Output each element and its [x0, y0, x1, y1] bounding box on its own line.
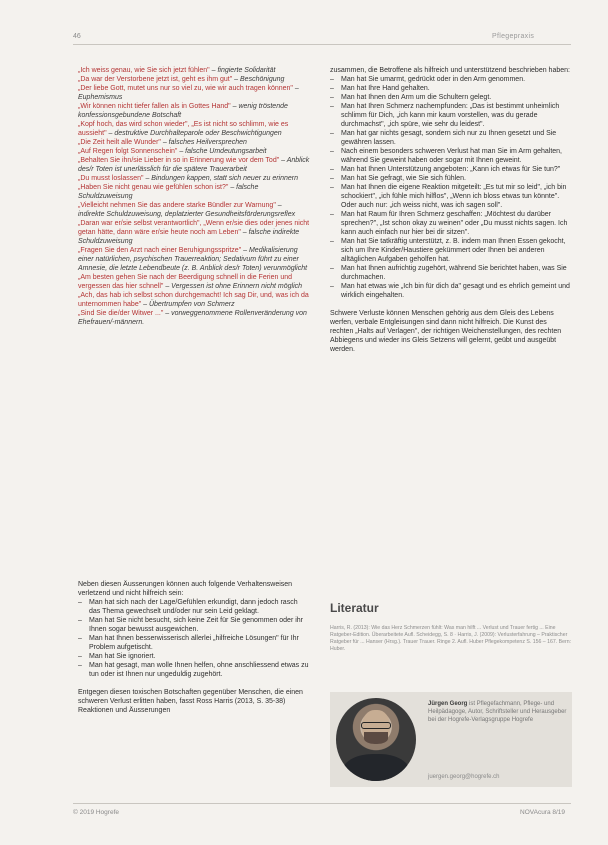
- reactions-intro: zusammen, die Betroffene als hilfreich und unterstützend beschrieben haben:: [330, 67, 570, 74]
- quote-text: „Sind Sie die/der Witwer ...": [78, 310, 164, 317]
- quote-item: [78, 174, 310, 183]
- quote-text: „Haben Sie nicht genau wie gefühlen schon ist?": [78, 184, 229, 191]
- list-item: – Man hat Ihnen die eigene Reaktion mitgeteilt: „Es tut mir so leid", „ich bin schockiert", „ich fühle mich hilflos", „Wenn ich bloss etwas tun könnte". Oder auch nur: „ich weiss nicht, was ich sagen soll".: [330, 183, 572, 210]
- quote-comment: – falsche Umdeutungsarbeit: [177, 148, 267, 155]
- quote-item: [78, 120, 310, 138]
- list-item: – Man hat Sie nicht besucht, sich keine Zeit für Sie genommen oder ihr Ihnen sogar bewusst ausgewichen.: [78, 616, 310, 634]
- quote-comment: – wenig tröstende konfessionsgebundene Botschaft: [78, 103, 288, 119]
- quote-item: [78, 309, 310, 327]
- author-bio: [428, 700, 568, 724]
- quote-item: [78, 156, 310, 174]
- literature-heading: Literatur: [330, 601, 379, 615]
- reactions-list: [330, 75, 572, 300]
- behaviors-list: [78, 598, 310, 679]
- list-item: – Man hat Raum für Ihren Schmerz geschaffen: „Möchtest du darüber sprechen?", „Ist schon okay zu weinen" oder „Du musst nichts sagen. Ich kann auch einfach nur hier bei dir sitzen".: [330, 210, 572, 237]
- quote-text: „Am besten gehen Sie nach der Beerdigung schnell in die Ferien und vergessen das hier schnell": [78, 274, 293, 290]
- quote-text: „Ach, das hab ich selbst schon durchgemacht! Ich sag Dir, und, was ich da unternommen habe": [78, 292, 309, 308]
- quote-comment: – Vergessen ist ohne Erinnern nicht möglich: [163, 283, 303, 290]
- quote-text: „Vielleicht nehmen Sie das andere starke Bündler zur Warnung": [78, 202, 276, 209]
- quote-comment: – fingierte Solidarität: [209, 67, 276, 74]
- list-item: – Man hat Ihnen besserwisserisch allerlei „hilfreiche Lösungen" für Ihr Problem aufgetischt.: [78, 634, 310, 652]
- author-email[interactable]: juergen.georg@hogrefe.ch: [428, 774, 500, 780]
- list-item: – Man hat Sie gefragt, wie Sie sich fühlen.: [330, 174, 572, 183]
- quote-text: „Da war der Verstorbene jetzt ist, geht es ihm gut": [78, 76, 233, 83]
- quote-comment: – falsches Heilversprechen: [160, 139, 247, 146]
- reactions-closing: Schwere Verluste können Menschen gehörig aus dem Gleis des Lebens werfen, verbale Entgleisungen sind dann nicht hilfreich. Die Kunst des rechten „Halts auf Verlagen", der richtigen Weichenstellungen, des rechten Abbiegens und wieder ins Gleis Setzens will gelernt, geübt und ausgeübt werden.: [330, 310, 562, 353]
- quote-item: [78, 102, 310, 120]
- quote-comment: – Euphemismus: [78, 85, 299, 101]
- list-item: – Man hat Sie umarmt, gedrückt oder in den Arm genommen.: [330, 75, 572, 84]
- avatar: [336, 698, 416, 781]
- list-item: – Man hat Ihre Hand gehalten.: [330, 84, 572, 93]
- quote-text: „Daran war er/sie selbst verantwortlich", „Wenn er/sie dies oder jenes nicht getan hätte, dann wäre er/sie heute noch am Leben": [78, 220, 310, 236]
- quote-comment: – Anblick des/r Toten ist unerlässlich für die spätere Trauerarbeit: [78, 157, 310, 173]
- header-rule: [73, 44, 571, 45]
- quote-item: [78, 75, 310, 84]
- list-item: – Man hat Sie tatkräftig unterstützt, z. B. indem man Ihnen Essen gekocht, sich um Ihre Kinder/Haustiere gekümmert oder Ihnen bei anderen alltäglichen Aufgaben geholfen hat.: [330, 237, 572, 264]
- quote-text: „Du musst loslassen": [78, 175, 144, 182]
- footer-issue: NOVAcura 8/19: [520, 809, 566, 816]
- harmful-behaviors: [78, 580, 310, 715]
- quote-item: [78, 138, 310, 147]
- quote-item: [78, 273, 310, 291]
- quote-comment: – Beschönigung: [232, 76, 285, 83]
- quote-item: [78, 66, 310, 75]
- quote-item: [78, 183, 310, 201]
- quote-comment: – Übertrumpfen von Schmerz: [141, 301, 235, 308]
- behaviors-intro: Neben diesen Äusserungen können auch folgende Verhaltensweisen verletzend und nicht hilfreich sein:: [78, 581, 293, 597]
- quote-comment: – vorweggenommene Rollenveränderung von Ehefrauen/-männern.: [78, 310, 307, 326]
- literature-text: Harris, R. (2013): Wie das Herz Schmerzen fühlt: Was man hilft ... Verlust und Trauer fertig ... Eine Ratgeber-Edition. Überarbeitete Aufl. Scheidegg, S. 8 · Harris, J. (2009): Verlusterfahrung – Praktischer Ratgeber für ... Hanser (Hrsg.). Trauer Trauer. Ringe 2. Aufl. Huber Pflegekompetenz S. 156 – 167. Bern: Huber.: [330, 625, 572, 652]
- quote-comment: – Medikalisierung einer natürlichen, psychischen Trauerreaktion; Sedativum führt zu einer Amnesie, die letzte Lebendbeute (z. B. Anblick des/r Toten) verunmöglicht: [78, 247, 308, 272]
- quote-text: „Ich weiss genau, wie Sie sich jetzt fühlen": [78, 67, 210, 74]
- quote-text: „Auf Regen folgt Sonnenschein": [78, 148, 178, 155]
- footer-copyright: © 2019 Hogrefe: [73, 809, 119, 816]
- quote-item: [78, 147, 310, 156]
- list-item: – Man hat Sie ignoriert.: [78, 652, 310, 661]
- avatar-beard: [364, 732, 388, 744]
- quote-text: „Behalten Sie ihn/sie Lieber in so in Erinnerung wie vor dem Tod": [78, 157, 280, 164]
- quote-item: [78, 291, 310, 309]
- quote-item: [78, 84, 310, 102]
- quote-text: „Wir können nicht tiefer fallen als in Gottes Hand": [78, 103, 231, 110]
- section-label: Pflegepraxis: [492, 33, 535, 40]
- quote-text: „Der liebe Gott, mutet uns nur so viel zu, wie wir auch tragen können": [78, 85, 293, 92]
- author-description: ist Pflegefachmann, Pflege- und Heilpädagoge, Autor, Schriftsteller und Herausgeber bei der Hogrefe-Verlagsgruppe Hogrefe: [428, 701, 567, 723]
- quote-list: [78, 66, 310, 327]
- quote-item: [78, 246, 310, 273]
- list-item: – Man hat Ihnen den Arm um die Schultern gelegt.: [330, 93, 572, 102]
- quote-comment: – falsche indirekte Schuldzuweisung: [78, 229, 300, 245]
- page-number: 46: [73, 33, 81, 40]
- quote-comment: – falsche Schuldzuweisung: [78, 184, 259, 200]
- list-item: – Man hat etwas wie „Ich bin für dich da" gesagt und es ehrlich gemeint und wirklich eingehalten.: [330, 282, 572, 300]
- avatar-shirt: [342, 754, 410, 781]
- list-item: – Man hat gesagt, man wolle Ihnen helfen, ohne anschliessend etwas zu tun oder ist Ihnen nur ungeduldig zugehört.: [78, 661, 310, 679]
- list-item: – Man hat Ihnen Unterstützung angeboten: „Kann ich etwas für Sie tun?": [330, 165, 572, 174]
- quote-text: „Kopf hoch, das wird schon wieder", „Es ist nicht so schlimm, wie es aussieht": [78, 121, 289, 137]
- quote-comment: – indirekte Schuldzuweisung, deplatzierter Gesundheitsförderungsreflex: [78, 202, 296, 218]
- quote-item: [78, 219, 310, 246]
- quote-item: [78, 201, 310, 219]
- author-box: [330, 692, 572, 787]
- helpful-reactions: [330, 66, 572, 354]
- list-item: – Man hat gar nichts gesagt, sondern sich nur zu Ihnen gesetzt und Sie gewähren lassen.: [330, 129, 572, 147]
- behaviors-closing: Entgegen diesen toxischen Botschaften gegenüber Menschen, die einen schweren Verlust erlitten haben, fasst Ross Harris (2013, S. 35-38) Reaktionen und Äusserungen: [78, 689, 303, 714]
- author-name: Jürgen Georg: [428, 701, 468, 707]
- quote-comment: – destruktive Durchhalteparole oder Beschwichtigungen: [106, 130, 282, 137]
- quote-text: „Die Zeit heilt alle Wunder": [78, 139, 161, 146]
- list-item: – Man hat sich nach der Lage/Gefühlen erkundigt, dann jedoch rasch das Thema gewechselt und/oder nur sein Leid geklagt.: [78, 598, 310, 616]
- quote-text: „Fragen Sie den Arzt nach einer Beruhigungsspritze": [78, 247, 242, 254]
- list-item: – Man hat Ihnen aufrichtig zugehört, während Sie berichtet haben, was Sie durchmachen.: [330, 264, 572, 282]
- footer-rule: [73, 803, 571, 804]
- list-item: – Man hat Ihren Schmerz nachempfunden: „Das ist bestimmt unheimlich schlimm für Dich, „ich kann mir kaum vorstellen, was du gerade durchmachst", „ich spüre, wie sehr du leidest".: [330, 102, 572, 129]
- avatar-glasses: [361, 722, 391, 729]
- quote-comment: – Bindungen kappen, statt sich neuer zu erinnern: [143, 175, 299, 182]
- list-item: – Nach einem besonders schweren Verlust hat man Sie im Arm gehalten, während Sie geweint haben oder sogar mit Ihnen geweint.: [330, 147, 572, 165]
